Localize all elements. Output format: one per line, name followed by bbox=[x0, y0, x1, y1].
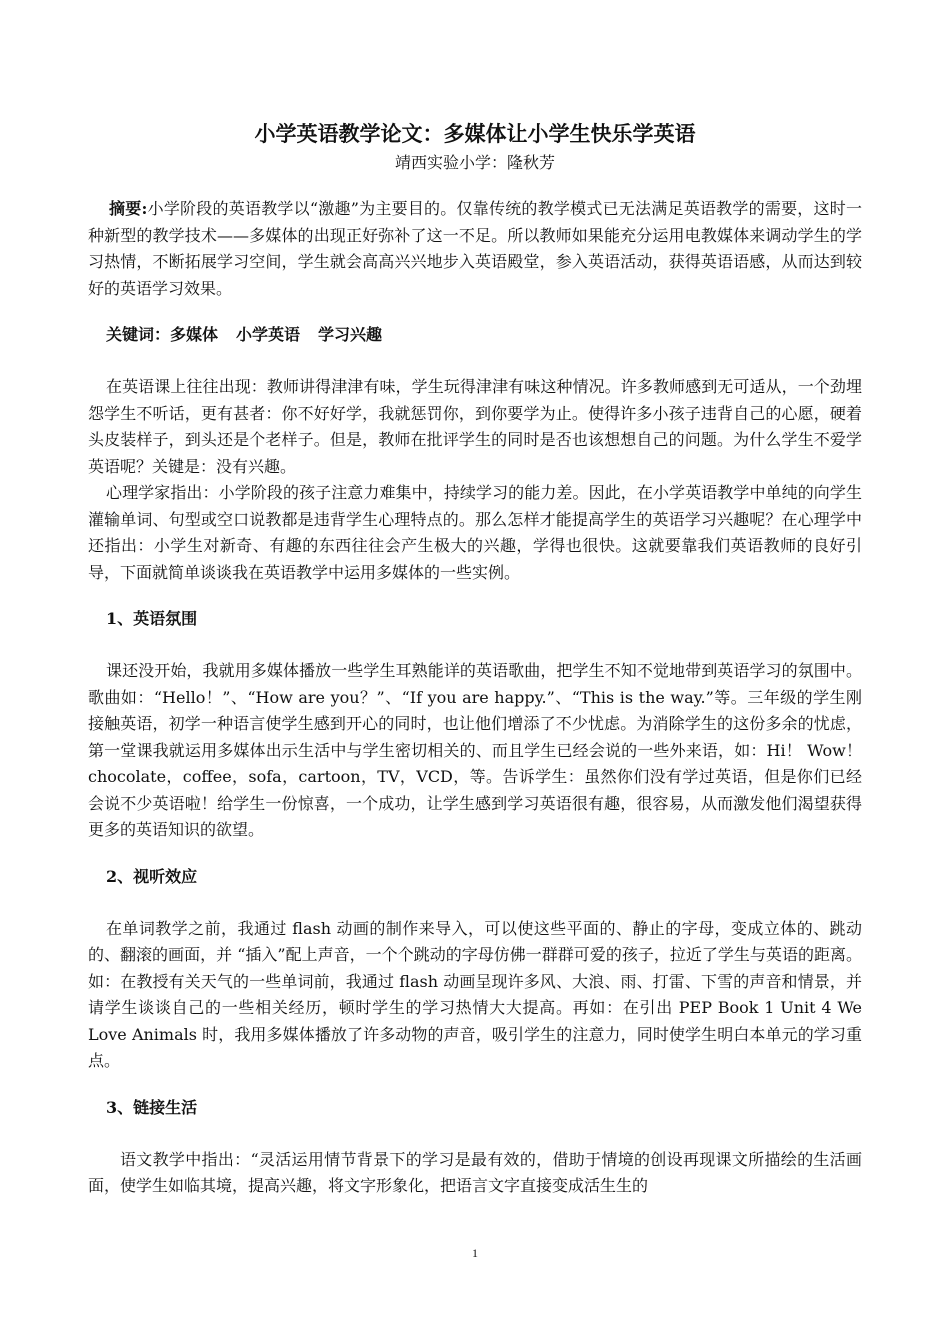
abstract-text: 小学阶段的英语教学以“激趣”为主要目的。仅靠传统的教学模式已无法满足英语教学的需要，这时一种新型的教学技术——多媒体的出现正好弥补了这一不足。所以教师如果能充分运用电教媒体来调动学生的学习热情，不断拓展学习空间，学生就会高高兴兴地步入英语殿堂，参入英语活动，获得英语语感，从而达到较好的英语学习效果。 bbox=[88, 199, 862, 298]
abstract-paragraph bbox=[88, 196, 862, 302]
author-line: 靖西实验小学：隆秋芳 bbox=[394, 153, 555, 172]
section-1-paragraph: 课还没开始，我就用多媒体播放一些学生耳熟能详的英语歌曲，把学生不知不觉地带到英语学习的氛围中。歌曲如：“Hello！”、“How are you？”、“If you are happy.”、“This is the way.”等。三年级的学生刚接触英语，初学一种语言使学生感到开心的同时，也让他们增添了不少忧虑。为消除学生的这份多余的忧虑，第一堂课我就运用多媒体出示生活中与学生密切相关的、而且学生已经会说的一些外来语，如：Hi！ Wow！ chocolate，coffee，sofa，cartoon，TV，VCD，等。告诉学生：虽然你们没有学过英语，但是你们已经会说不少英语啦！给学生一份惊喜，一个成功，让学生感到学习英语很有趣，很容易，从而激发他们渴望获得更多的英语知识的欲望。 bbox=[88, 661, 862, 839]
document-body bbox=[88, 118, 862, 1200]
section-3-paragraph: 语文教学中指出：“灵活运用情节背景下的学习是最有效的，借助于情境的创设再现课文所描绘的生活画面，使学生如临其境，提高兴趣，将文字形象化，把语言文字直接变成活生生的 bbox=[88, 1149, 862, 1195]
intro-paragraph-2: 心理学家指出：小学阶段的孩子注意力难集中，持续学习的能力差。因此，在小学英语教学中单纯的向学生灌输单词、句型或空口说教都是违背学生心理特点的。那么怎样才能提高学生的英语学习兴趣呢？在心理学中还指出：小学生对新奇、有趣的东西往往会产生极大的兴趣，学得也很快。这就要靠我们英语教师的良好引导，下面就简单谈谈我在英语教学中运用多媒体的一些实例。 bbox=[88, 483, 862, 582]
abstract-label: 摘要: bbox=[109, 199, 148, 218]
document-title: 小学英语教学论文：多媒体让小学生快乐学英语 bbox=[254, 121, 696, 146]
section-2-paragraph: 在单词教学之前，我通过 flash 动画的制作来导入，可以使这些平面的、静止的字母，变成立体的、跳动的、翻滚的画面，并 “插入”配上声音，一个个跳动的字母仿佛一群群可爱的孩子，拉近了学生与英语的距离。如：在教授有关天气的一些单词前，我通过 flash 动画呈现许多风、大浪、雨、打雷、下雪的声音和情景，并请学生谈谈自己的一些相关经历，顿时学生的学习热情大大提高。再如：在引出 PEP Book 1 Unit 4 We Love Animals 时，我用多媒体播放了许多动物的声音，吸引学生的注意力，同时使学生明白本单元的学习重点。 bbox=[88, 918, 862, 1070]
keyword-item: 小学英语 bbox=[236, 325, 301, 344]
keywords-line bbox=[106, 322, 862, 348]
section-heading-2: 2、视听效应 bbox=[106, 866, 198, 886]
page-number: 1 bbox=[472, 1246, 478, 1260]
keywords-label: 关键词：多媒体 bbox=[106, 325, 219, 344]
intro-paragraph-1: 在英语课上往往出现：教师讲得津津有味，学生玩得津津有味这种情况。许多教师感到无可适从，一个劲埋怨学生不听话，更有甚者：你不好好学，我就惩罚你，到你要学为止。使得许多小孩子违背自己的心愿，硬着头皮装样子，到头还是个老样子。但是，教师在批评学生的同时是否也该想想自己的问题。为什么学生不爱学英语呢？关键是：没有兴趣。 bbox=[88, 377, 862, 476]
keyword-item: 学习兴趣 bbox=[318, 325, 383, 344]
section-heading-1: 1、英语氛围 bbox=[106, 609, 198, 628]
section-heading-3: 3、链接生活 bbox=[106, 1097, 198, 1117]
